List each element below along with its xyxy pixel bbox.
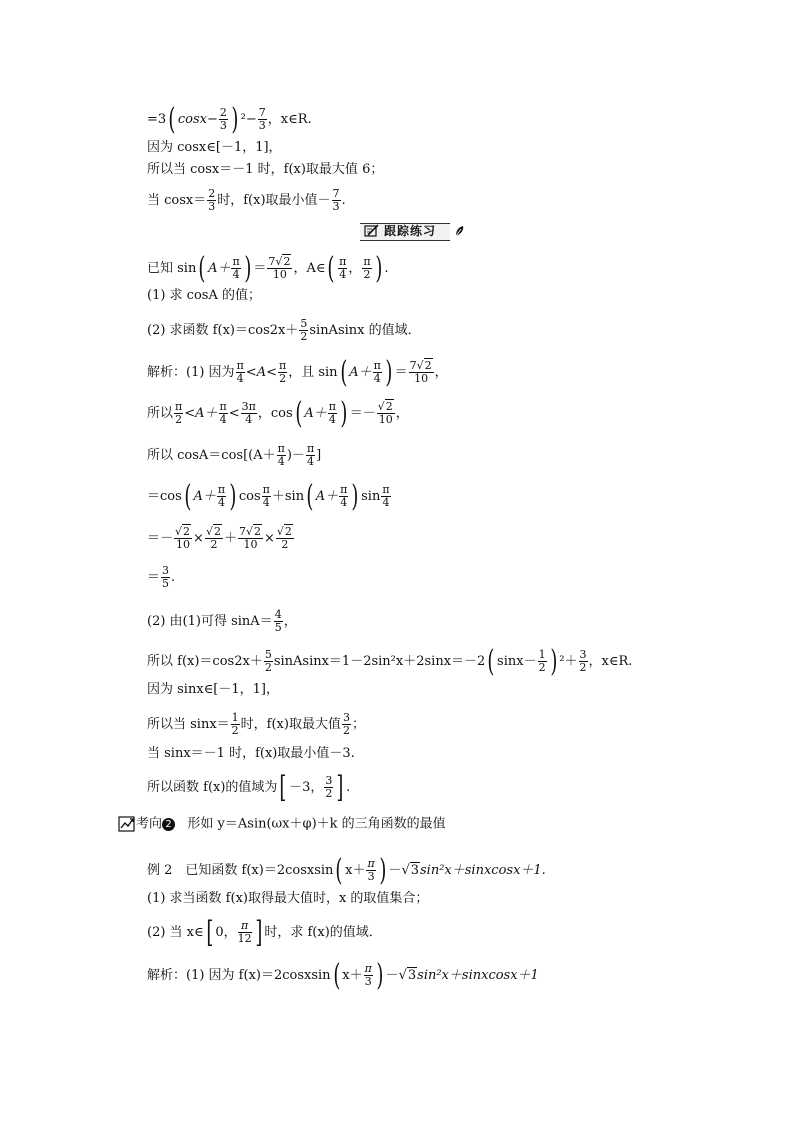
math-token: A＋	[193, 489, 216, 504]
bracket: )	[549, 643, 557, 679]
math-token: 2	[424, 359, 432, 372]
bracket: )	[231, 101, 239, 137]
exercise-question	[147, 250, 389, 286]
fraction	[277, 443, 286, 468]
numerator: π	[232, 255, 240, 268]
math-token: 7	[238, 525, 246, 538]
numerator: π	[262, 483, 270, 496]
math-token: 3	[410, 863, 420, 878]
fraction	[241, 401, 257, 426]
math-token: 7	[409, 359, 417, 372]
numerator: π	[339, 255, 347, 268]
square-root: √2	[245, 525, 261, 538]
math-token: ，cos	[257, 406, 293, 421]
math-token: 2	[253, 525, 261, 538]
math-token: ＝－	[147, 531, 174, 546]
text-line: 因为 cosx∈[－1，1]，	[147, 140, 282, 155]
numerator: 4	[274, 608, 282, 621]
square-root: √2	[205, 525, 221, 538]
math-token: 4	[262, 496, 270, 509]
fraction	[276, 526, 294, 551]
fraction	[332, 188, 341, 213]
bracket: (	[332, 957, 340, 993]
follow-up-practice-badge	[360, 223, 468, 239]
fraction	[267, 256, 292, 281]
fraction	[217, 484, 226, 509]
math-token: ＋sin	[271, 489, 305, 504]
math-token: 4	[307, 455, 315, 468]
bracket: (	[184, 478, 192, 514]
numerator: π	[217, 483, 226, 496]
bracket: ]	[336, 769, 344, 805]
math-token: 2	[264, 661, 272, 674]
fraction	[278, 360, 287, 385]
bracket: [	[279, 769, 287, 805]
math-token: 4	[218, 496, 225, 509]
fraction	[231, 712, 240, 737]
fraction	[579, 649, 588, 674]
fraction	[258, 107, 267, 132]
bracket: )	[376, 957, 384, 993]
math-token: 4	[277, 455, 285, 468]
section-number: 2	[162, 818, 175, 831]
numerator: 3	[325, 774, 333, 787]
solution-line	[147, 565, 175, 590]
math-token: ＝	[253, 261, 267, 276]
math-token: )－	[286, 448, 305, 463]
numerator: 3π	[241, 400, 256, 413]
numerator: π	[175, 400, 183, 413]
fraction	[338, 256, 347, 281]
solution-line: 解析：(1) 因为 $\frac{\pi}{4}$ <A< $\frac{\pi}{2}$ ，且 sin( A＋ $\frac{\pi}{4}$ ) ＝ $\frac{7√2}{10}$ ，	[147, 354, 448, 390]
solution-line	[147, 478, 392, 514]
math-token: ＝cos	[147, 489, 182, 504]
fraction	[366, 858, 375, 883]
math-token: (2) 由(1)可得 sinA＝	[147, 614, 273, 629]
math-token: ²＋	[559, 654, 578, 669]
fraction	[364, 963, 373, 988]
math-token: 2	[283, 255, 291, 268]
numerator: 1	[538, 648, 546, 661]
math-token: <A<	[245, 365, 277, 380]
bracket: (	[487, 643, 495, 679]
math-token: 4	[236, 372, 244, 385]
fraction	[236, 360, 245, 385]
math-token: 已知 sin	[147, 261, 197, 276]
math-token: ，	[283, 614, 297, 629]
fraction	[342, 712, 351, 737]
fraction	[219, 107, 228, 132]
math-token: .	[346, 780, 351, 795]
fraction	[377, 401, 395, 426]
math-token: sin	[361, 489, 381, 504]
math-token: A＋	[304, 406, 327, 421]
text: ，x∈R.	[267, 112, 312, 127]
fraction	[299, 318, 308, 343]
math-token: 2	[342, 724, 350, 737]
math-token: 2	[210, 538, 218, 551]
numerator: π	[219, 400, 227, 413]
math-token: x＋	[345, 863, 366, 878]
math-token: －	[385, 968, 399, 983]
math-token: sin²x＋sinxcosx＋1	[417, 968, 539, 983]
math-token: ＋	[223, 531, 237, 546]
bracket: (	[295, 395, 303, 431]
fraction	[264, 649, 273, 674]
example-part-2	[147, 914, 382, 950]
numerator: π	[382, 483, 390, 496]
badge-label: 跟踪练习	[384, 224, 437, 238]
leaf-icon	[453, 224, 467, 238]
numerator: π	[373, 359, 381, 372]
math-token: ，	[348, 261, 362, 276]
fraction	[207, 188, 216, 213]
math-token: 10	[414, 372, 429, 385]
fraction	[262, 484, 271, 509]
math-token: sinAsinx 的值域．	[309, 323, 421, 338]
fraction	[362, 256, 371, 281]
math-token: 4	[232, 268, 240, 281]
bracket: )	[244, 250, 252, 286]
math-token: .	[171, 570, 176, 585]
bracket: [	[205, 914, 214, 950]
fraction	[409, 360, 434, 385]
math-token: 例 2 已知函数 f(x)＝2cosxsin	[147, 863, 334, 878]
bracket: (	[327, 250, 335, 286]
numerator: π	[306, 442, 315, 455]
bracket: (	[335, 852, 343, 888]
fraction	[274, 609, 283, 634]
text: 当 cosx＝	[147, 193, 207, 208]
bracket: (	[198, 250, 206, 286]
math-token: 2	[183, 525, 191, 538]
math-token: 10	[243, 538, 258, 551]
numerator: 7	[258, 106, 266, 119]
math-token: 2	[363, 268, 371, 281]
section-heading	[118, 815, 446, 834]
text: ²−	[240, 112, 257, 127]
solution-line	[147, 526, 295, 551]
math-token: 2	[231, 724, 239, 737]
text-line: 因为 sinx∈[－1，1]，	[147, 682, 279, 697]
text: 时，f(x)取最小值－	[217, 193, 331, 208]
math-token: 4	[339, 268, 347, 281]
math-token: 3	[367, 870, 375, 883]
math-token: 2	[538, 661, 546, 674]
numerator: π	[364, 962, 372, 975]
math-token: sinAsinx＝1－2sin²x＋2sinx＝－2	[273, 654, 486, 669]
math-token: 4	[340, 496, 348, 509]
bracket: (	[168, 101, 176, 137]
fraction	[306, 443, 315, 468]
math-token: <A＋	[184, 406, 218, 421]
text-line: 所以当 cosx＝－1 时，f(x)取最大值 6；	[147, 162, 384, 177]
math-token: 10	[272, 268, 287, 281]
numerator: 2	[219, 106, 227, 119]
math-token: 4	[219, 413, 227, 426]
bracket: )	[375, 250, 383, 286]
math-token: ＝	[147, 570, 161, 585]
fraction	[174, 526, 192, 551]
math-token: ＝－	[349, 406, 376, 421]
math-token: sinx－	[497, 654, 537, 669]
math-token: 3	[208, 200, 216, 213]
numerator: π	[236, 359, 244, 372]
bracket: )	[229, 478, 237, 514]
math-token: 2	[213, 525, 221, 538]
math-token: 2	[325, 787, 333, 800]
math-token: 4	[245, 413, 253, 426]
fraction	[328, 401, 337, 426]
solution-line	[147, 643, 633, 679]
math-token: 3	[258, 119, 266, 132]
math-token: <	[228, 406, 240, 421]
math-token: 解析：(1) 因为	[147, 365, 235, 380]
math-token: ；	[351, 717, 365, 732]
fraction	[381, 484, 390, 509]
math-token: 所以当 sinx＝	[147, 717, 230, 732]
bracket: (	[306, 478, 314, 514]
numerator: π	[277, 442, 285, 455]
math-token: －3，	[289, 780, 324, 795]
math-token: 4	[373, 372, 381, 385]
math-token: ]	[316, 448, 322, 463]
square-root: √3	[398, 968, 417, 983]
bracket: ]	[254, 914, 263, 950]
solution-line	[147, 712, 365, 737]
section-title: 形如 y＝Asin(ωx＋φ)＋k 的三角函数的最值	[187, 816, 446, 832]
math-token: ×	[193, 531, 204, 546]
text: cosx−	[177, 112, 218, 127]
fraction	[339, 484, 348, 509]
fraction	[161, 565, 170, 590]
example-part-1: (1) 求当函数 f(x)取得最大值时，x 的取值集合；	[147, 891, 429, 906]
math-token: 5	[162, 577, 170, 590]
pencil-book-icon	[364, 224, 380, 238]
numerator: π	[278, 359, 287, 372]
square-root: √2	[275, 255, 291, 268]
math-token: 7	[268, 255, 276, 268]
math-token: 解析：(1) 因为 f(x)＝2cosxsin	[147, 968, 331, 983]
square-root: √2	[416, 359, 432, 372]
numerator: π	[328, 400, 337, 413]
math-token: x＋	[342, 968, 363, 983]
math-token: (2) 求函数 f(x)＝cos2x＋	[147, 323, 299, 338]
fraction	[238, 920, 252, 945]
math-token: －	[388, 863, 402, 878]
math-token: ×	[263, 531, 275, 546]
math-token: (2) 当 x∈	[147, 925, 204, 940]
example-solution	[147, 957, 539, 993]
math-token: .	[384, 261, 389, 276]
math-token: 所以 cosA＝cos[(A＋	[147, 448, 276, 463]
square-root: √2	[377, 400, 393, 413]
numerator: 3	[579, 648, 587, 661]
math-token: 2	[281, 538, 289, 551]
square-root: √3	[401, 863, 420, 878]
expression-line	[147, 188, 346, 213]
numerator: π	[363, 255, 371, 268]
math-token: 10	[378, 413, 393, 426]
numerator: 1	[231, 711, 239, 724]
square-root: √2	[175, 525, 191, 538]
solution-line	[147, 609, 297, 634]
math-token: ，A∈	[293, 261, 326, 276]
math-token: 所以函数 f(x)的值域为	[147, 780, 278, 795]
math-token: 0，	[215, 925, 237, 940]
text-line: 当 sinx＝－1 时，f(x)取最小值－3.	[147, 746, 355, 761]
fraction	[205, 526, 223, 551]
fraction	[324, 775, 333, 800]
text: .	[341, 193, 346, 208]
fraction	[373, 360, 382, 385]
math-token	[365, 226, 376, 236]
math-token: A＋	[208, 261, 231, 276]
fraction	[238, 526, 263, 551]
math-token: A＋	[349, 365, 372, 380]
math-token: 时，f(x)取最大值	[240, 717, 341, 732]
math-token: cos	[238, 489, 261, 504]
math-token: 10	[176, 538, 191, 551]
numerator: π	[340, 483, 348, 496]
bracket: (	[339, 354, 347, 390]
math-token	[121, 819, 133, 828]
square-root: √2	[276, 525, 292, 538]
math-token: 2	[284, 525, 292, 538]
math-token: 4	[328, 413, 336, 426]
example-statement	[147, 852, 546, 888]
numerator: 3	[162, 564, 170, 577]
math-token: 2	[175, 413, 183, 426]
numerator: 3	[342, 711, 350, 724]
fraction	[219, 401, 228, 426]
bracket: )	[351, 478, 359, 514]
solution-line	[147, 769, 351, 805]
bracket: )	[385, 354, 393, 390]
bracket: )	[379, 852, 387, 888]
math-token: ，x∈R.	[588, 654, 633, 669]
math-token: 2	[300, 330, 308, 343]
fraction	[231, 256, 240, 281]
math-token: 3	[364, 975, 372, 988]
math-token: 2	[279, 372, 287, 385]
math-token: 4	[382, 496, 390, 509]
numerator: 5	[300, 317, 308, 330]
math-token: 12	[237, 932, 252, 945]
solution-line: 所以 $\frac{\pi}{2}$ <A＋ $\frac{\pi}{4}$ < $\frac{3\pi}{4}$ ，cos( A＋ $\frac{\pi}{4}$ ) ＝－ $\frac{√2}{10}$ ，	[147, 395, 409, 431]
numerator: 2	[208, 187, 216, 200]
math-token: 时，求 f(x)的值域．	[264, 925, 382, 940]
math-token: 2	[579, 661, 587, 674]
math-token: 3	[407, 968, 417, 983]
expression-line	[147, 101, 312, 137]
trend-arrow-icon	[118, 815, 136, 833]
math-token: ，且 sin	[288, 365, 338, 380]
math-token: sin²x＋sinxcosx＋1.	[420, 863, 546, 878]
numerator: 5	[264, 648, 272, 661]
exercise-part-2	[147, 318, 421, 343]
math-token: 2	[385, 400, 393, 413]
math-token: 所以	[147, 406, 174, 421]
fraction	[174, 401, 183, 426]
solution-line	[147, 443, 321, 468]
math-token: 3	[219, 119, 227, 132]
math-token: ＝	[394, 365, 408, 380]
bracket: )	[340, 395, 348, 431]
math-token: 所以 f(x)＝cos2x＋	[147, 654, 263, 669]
exercise-part-1: (1) 求 cosA 的值；	[147, 288, 261, 303]
section-label: 考向	[136, 816, 163, 832]
numerator: 7	[332, 187, 340, 200]
fraction	[538, 649, 547, 674]
math-token: 3	[332, 200, 340, 213]
math-token: 5	[274, 621, 282, 634]
math-token: A＋	[315, 489, 339, 504]
numerator: π	[238, 920, 252, 933]
text: =3	[147, 112, 167, 127]
numerator: π	[367, 857, 375, 870]
